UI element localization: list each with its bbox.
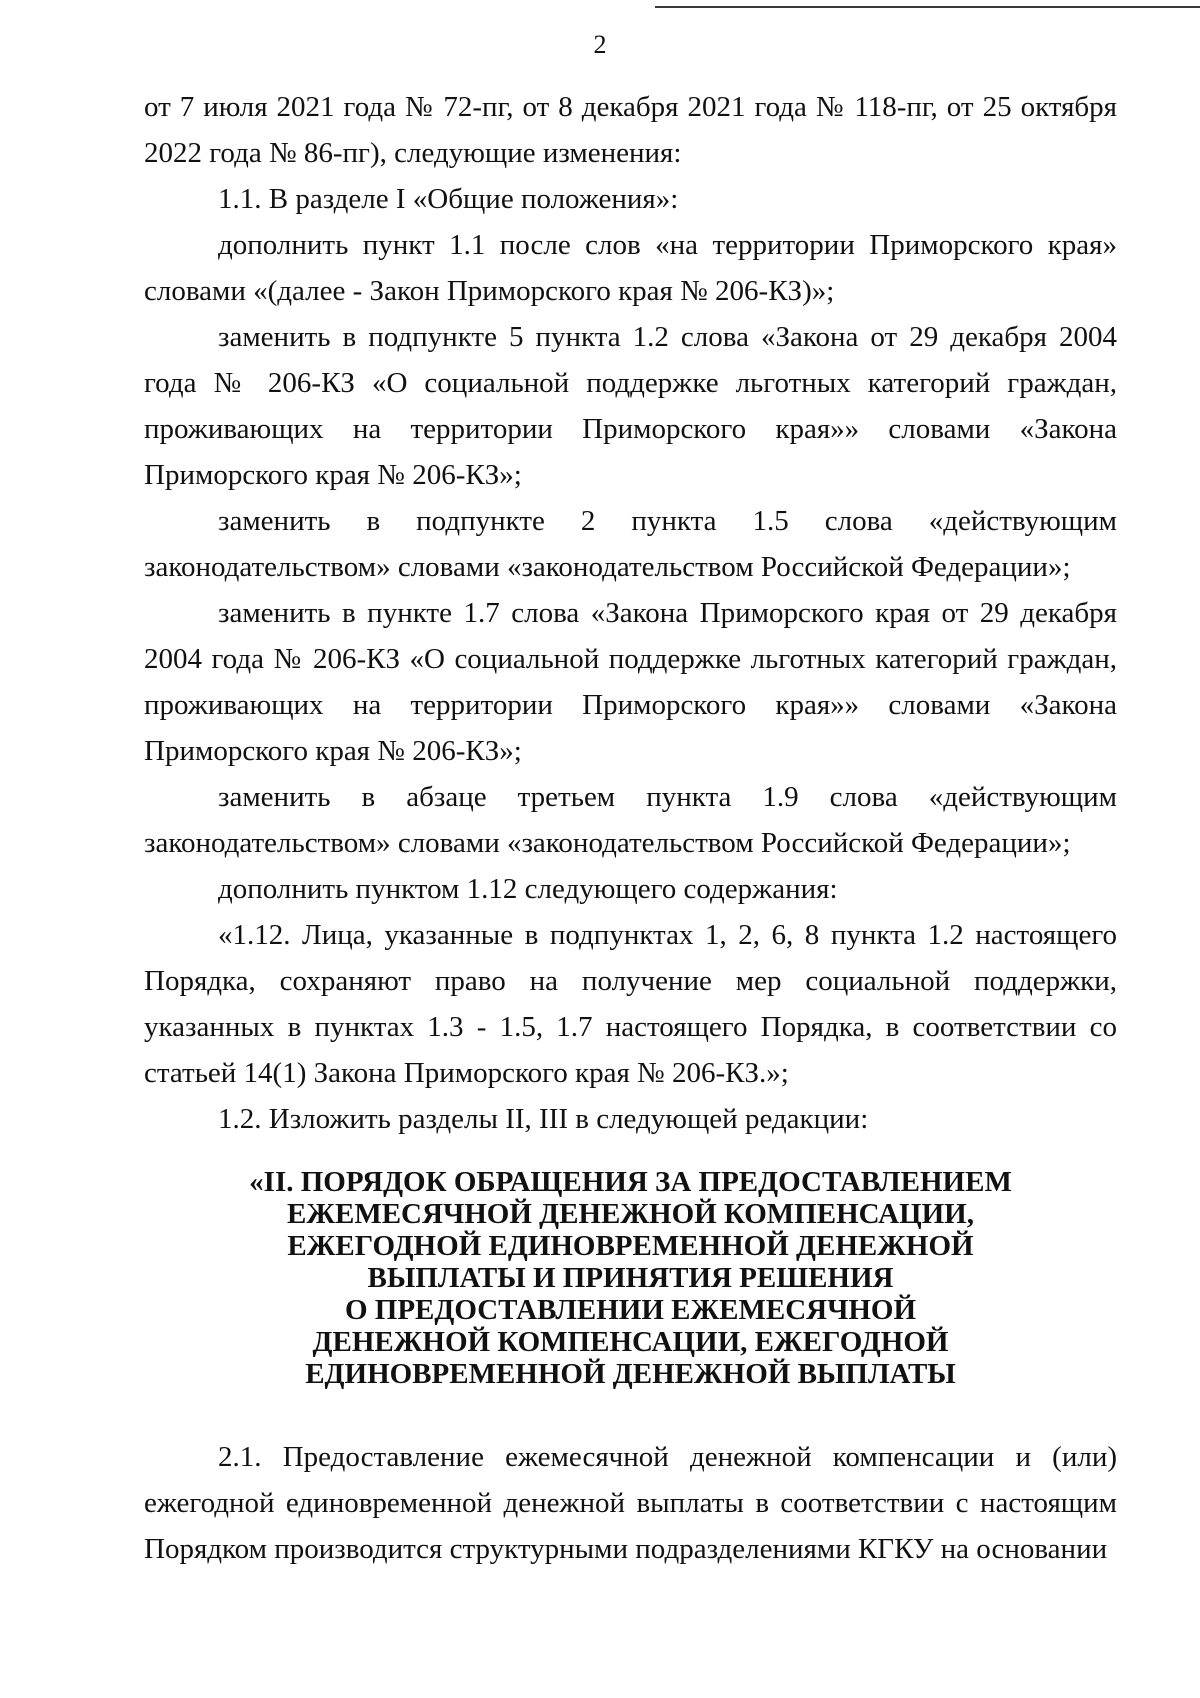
paragraph-continuation: от 7 июля 2021 года № 72-пг, от 8 декабря 2021 года № 118-пг, от 25 октября 2022 года № 86-пг), следующие изменения: bbox=[144, 91, 1117, 169]
section-heading-line: ЕЖЕГОДНОЙ ЕДИНОВРЕМЕННОЙ ДЕНЕЖНОЙ bbox=[287, 1230, 974, 1262]
section-heading-line: О ПРЕДОСТАВЛЕНИИ ЕЖЕМЕСЯЧНОЙ bbox=[344, 1294, 917, 1326]
section-heading-line: «II. ПОРЯДОК ОБРАЩЕНИЯ ЗА ПРЕДОСТАВЛЕНИЕМ bbox=[249, 1166, 1012, 1198]
section-heading-line: ДЕНЕЖНОЙ КОМПЕНСАЦИИ, ЕЖЕГОДНОЙ bbox=[312, 1326, 949, 1358]
page-number: 2 bbox=[593, 30, 607, 59]
paragraph-item-1-2: 1.2. Изложить разделы II, III в следующей редакции: bbox=[218, 1103, 869, 1135]
document-body bbox=[144, 84, 1117, 1572]
paragraph-amend-1-2: заменить в подпункте 5 пункта 1.2 слова «Закона от 29 декабря 2004 года № 206-КЗ «О социальной поддержке льготных категорий граждан, проживающих на территории Приморского края»» словами «Закона Приморского края № 206-КЗ»; bbox=[144, 321, 1117, 491]
paragraph-amend-1-5: заменить в подпункте 2 пункта 1.5 слова «действующим законодательством» словами «законодательством Российской Федерации»; bbox=[144, 505, 1117, 583]
paragraph-add-1-12: дополнить пунктом 1.12 следующего содержания: bbox=[218, 873, 838, 905]
paragraph-item-2-1: 2.1. Предоставление ежемесячной денежной компенсации и (или) ежегодной единовременной денежной выплаты в соответствии с настоящим Порядком производится структурными подразделениями КГКУ на основании bbox=[144, 1441, 1117, 1565]
section-heading bbox=[144, 1166, 1117, 1390]
section-heading-line: ЕЖЕМЕСЯЧНОЙ ДЕНЕЖНОЙ КОМПЕНСАЦИИ, bbox=[286, 1198, 974, 1230]
paragraph-amend-1-1: дополнить пункт 1.1 после слов «на территории Приморского края» словами «(далее - Закон Приморского края № 206-КЗ)»; bbox=[144, 229, 1117, 307]
paragraph-amend-1-7: заменить в пункте 1.7 слова «Закона Приморского края от 29 декабря 2004 года № 206-КЗ «О социальной поддержке льготных категорий граждан, проживающих на территории Приморского края»» словами «Закона Приморского края № 206-КЗ»; bbox=[144, 597, 1117, 767]
paragraph-amend-1-9: заменить в абзаце третьем пункта 1.9 слова «действующим законодательством» словами «законодательством Российской Федерации»; bbox=[144, 781, 1117, 859]
top-scan-rule bbox=[655, 6, 1200, 8]
paragraph-item-1-1: 1.1. В разделе I «Общие положения»: bbox=[218, 183, 679, 215]
section-heading-line: ЕДИНОВРЕМЕННОЙ ДЕНЕЖНОЙ ВЫПЛАТЫ bbox=[305, 1358, 956, 1390]
section-heading-line: ВЫПЛАТЫ И ПРИНЯТИЯ РЕШЕНИЯ bbox=[367, 1262, 894, 1294]
paragraph-item-1-12-text: «1.12. Лица, указанные в подпунктах 1, 2, 6, 8 пункта 1.2 настоящего Порядка, сохраняют право на получение мер социальной поддержки, указанных в пунктах 1.3 - 1.5, 1.7 настоящего Порядка, в соответствии со статьей 14(1) Закона Приморского края № 206-КЗ.»; bbox=[144, 919, 1117, 1089]
